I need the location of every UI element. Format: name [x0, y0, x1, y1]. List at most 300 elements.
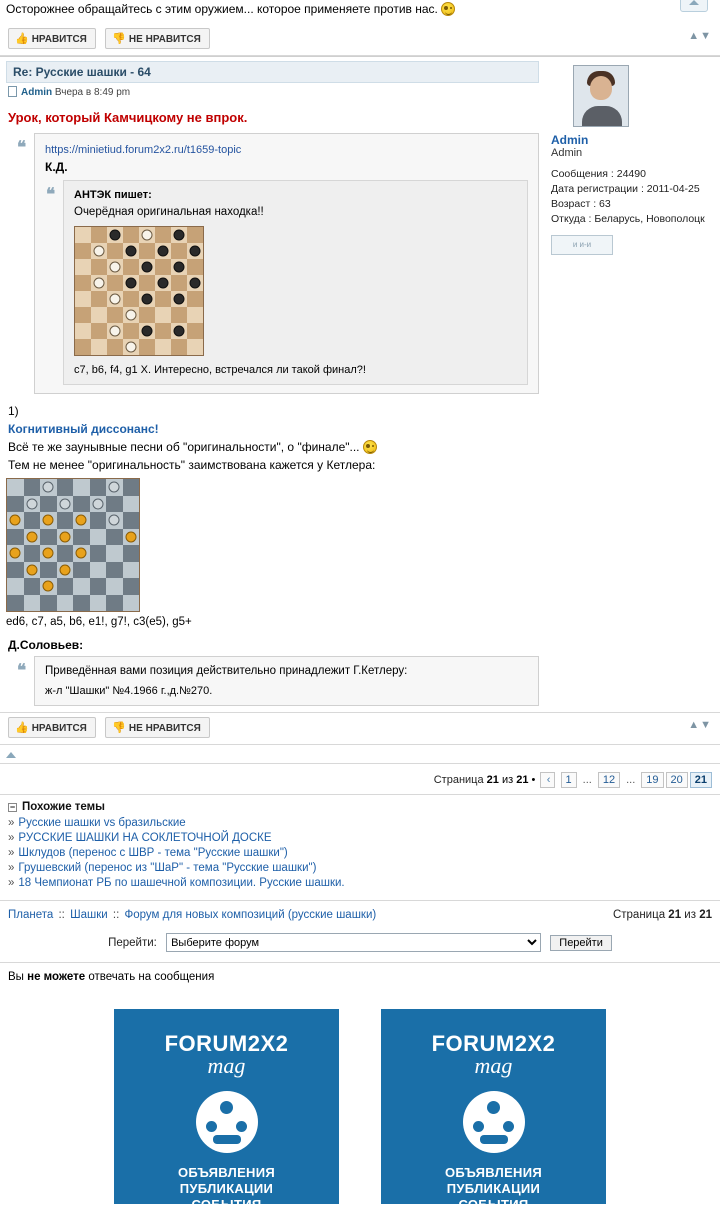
breadcrumb-page-word: Страница: [612, 909, 666, 921]
board-cell: [139, 227, 155, 243]
like-button-bottom[interactable]: [8, 717, 96, 738]
profile-registration: [551, 182, 714, 197]
thumb-up-icon: 👍: [15, 33, 29, 45]
board-cell: [24, 578, 41, 595]
board-cell: [123, 479, 140, 496]
quote-second: [17, 656, 539, 706]
post-meta: [6, 83, 539, 104]
board-cell: [171, 227, 187, 243]
board-cell: [75, 307, 91, 323]
board-cell: [90, 562, 107, 579]
checker-piece: [126, 278, 137, 289]
checker-piece: [59, 531, 70, 542]
board-cell: [73, 479, 90, 496]
avatar-body: [582, 106, 622, 126]
board-cell: [139, 307, 155, 323]
similar-topic-link-3[interactable]: Грушевский (перенос из "ШаР" - тема "Русские шашки"): [18, 862, 317, 874]
forum-jump: [0, 929, 720, 962]
board-cell: [123, 307, 139, 323]
board-cell: [123, 578, 140, 595]
board-cell: [91, 291, 107, 307]
board-cell: [40, 595, 57, 612]
board-cell: [107, 291, 123, 307]
ad-left-logo-icon: [196, 1091, 258, 1153]
checkers-diagram-2: [6, 478, 140, 612]
board-cell: [171, 339, 187, 355]
quote-inner-author: АНТЭК пишет:: [74, 189, 152, 201]
board-cell: [91, 275, 107, 291]
board-cell: [7, 595, 24, 612]
checker-piece: [174, 262, 185, 273]
board-cell: [139, 323, 155, 339]
checker-piece: [190, 278, 201, 289]
board-cell: [155, 323, 171, 339]
pagination-page-1[interactable]: 1: [561, 772, 577, 788]
board-cell: [73, 496, 90, 513]
board-cell: [90, 512, 107, 529]
dislike-label-bottom: НЕ НРАВИТСЯ: [128, 723, 201, 734]
checker-piece: [126, 342, 137, 353]
similar-topic-item: [8, 877, 712, 889]
board-cell: [24, 529, 41, 546]
breadcrumb-item-1[interactable]: Шашки: [70, 909, 108, 921]
board-cell: [139, 243, 155, 259]
board-cell: [90, 595, 107, 612]
board-cell: [24, 496, 41, 513]
checker-piece: [142, 262, 153, 273]
paragraph-2: Тем не менее "оригинальность" заимствована кажется у Кетлера:: [8, 458, 376, 472]
checker-piece: [92, 498, 103, 509]
board-cell: [57, 479, 74, 496]
pagination-bullet: •: [531, 774, 536, 786]
back-to-top[interactable]: [0, 745, 720, 763]
board-cell: [123, 259, 139, 275]
checker-piece: [125, 531, 136, 542]
dislike-label-top: НЕ НРАВИТСЯ: [128, 34, 201, 45]
board-cell: [57, 529, 74, 546]
board-cell: [107, 307, 123, 323]
ad-left-line-1: ПУБЛИКАЦИИ: [179, 1181, 274, 1196]
pagination-of-word: из: [501, 774, 514, 786]
breadcrumb-sep-1: ::: [112, 909, 120, 921]
board-cell: [106, 562, 123, 579]
board-cell: [155, 339, 171, 355]
checker-piece: [142, 294, 153, 305]
board-cell: [7, 496, 24, 513]
post-heading: Урок, который Камчицкому не впрок.: [8, 110, 248, 125]
ad-left-lines: [114, 1165, 339, 1213]
quote-author: К.Д.: [45, 160, 68, 174]
board-cell: [90, 496, 107, 513]
board-cell: [107, 339, 123, 355]
board-cell: [24, 479, 41, 496]
board-cell: [40, 512, 57, 529]
vote-bar-top: [0, 24, 720, 56]
ad-left-line-2: СОБЫТИЯ: [191, 1197, 262, 1212]
board-cell: [73, 595, 90, 612]
board-cell: [171, 307, 187, 323]
similar-topics-header[interactable]: [8, 801, 712, 813]
board-cell: [155, 259, 171, 275]
post-date: Вчера в 8:49 pm: [54, 87, 131, 98]
ad-right-lines: [381, 1165, 606, 1213]
quote-second-text: Приведённая вами позиция действительно принадлежит Г.Кетлеру:: [45, 665, 408, 677]
quote-inner-text: Очерёдная оригинальная находка!!: [74, 206, 264, 218]
ad-right-line-0: ОБЪЯВЛЕНИЯ: [444, 1165, 543, 1180]
board-cell: [107, 243, 123, 259]
board-cell: [75, 291, 91, 307]
board-cell: [107, 259, 123, 275]
board-cell: [123, 545, 140, 562]
avatar-head: [590, 76, 612, 100]
checker-piece: [110, 326, 121, 337]
checker-piece: [174, 294, 185, 305]
board-cell: [90, 545, 107, 562]
board-cell: [106, 496, 123, 513]
bullet-icon: »: [8, 832, 15, 844]
board-cell: [107, 323, 123, 339]
checker-piece: [190, 246, 201, 257]
breadcrumb: [0, 900, 720, 929]
quote-second-subtext: ж-л "Шашки" №4.1966 г.,д.№270.: [45, 685, 213, 697]
profile-age-label: Возраст :: [551, 198, 597, 210]
board-cell: [123, 529, 140, 546]
smiley-icon-2: [363, 440, 377, 454]
board-cell: [171, 259, 187, 275]
board-cell: [90, 479, 107, 496]
profile-age-value: 63: [599, 198, 611, 210]
board-cell: [75, 323, 91, 339]
pagination-page-12[interactable]: 12: [598, 772, 620, 788]
board-cell: [171, 323, 187, 339]
quote-mark-inner-icon: ❝: [46, 185, 56, 204]
board-cell: [57, 545, 74, 562]
forum-select[interactable]: [166, 933, 541, 952]
thumb-down-icon-2: 👎: [112, 722, 126, 734]
checker-piece: [110, 230, 121, 241]
board-cell: [155, 307, 171, 323]
board-cell: [171, 275, 187, 291]
like-button-top[interactable]: [8, 28, 96, 49]
board-cell: [123, 243, 139, 259]
ad-right-line-2: СОБЫТИЯ: [458, 1197, 529, 1212]
ad-right-line-1: ПУБЛИКАЦИИ: [446, 1181, 541, 1196]
permissions-prefix: Вы: [8, 971, 24, 983]
checker-piece: [76, 515, 87, 526]
similar-topic-link-0[interactable]: Русские шашки vs бразильские: [18, 817, 186, 829]
pagination-total: 21: [516, 774, 529, 786]
board-cell: [106, 529, 123, 546]
checker-piece: [43, 548, 54, 559]
ad-right-logo-icon: [463, 1091, 525, 1153]
board-cell: [73, 529, 90, 546]
bullet-icon: »: [8, 877, 15, 889]
profile-rank: Admin: [551, 147, 583, 159]
post-body: [0, 57, 545, 712]
board-cell: [91, 243, 107, 259]
board-cell: [187, 291, 203, 307]
similar-topics-list: [8, 817, 712, 889]
board-cell: [106, 578, 123, 595]
breadcrumb-page-info: [613, 909, 712, 921]
similar-topic-item: [8, 847, 712, 859]
breadcrumb-current: 21: [668, 909, 682, 921]
quote-inner: [46, 180, 528, 385]
similar-topic-item: [8, 862, 712, 874]
board-cell: [57, 496, 74, 513]
bullet-icon: »: [8, 862, 15, 874]
board-cell: [7, 529, 24, 546]
post-nav-arrows-top[interactable]: ▲▼: [688, 30, 712, 42]
jump-label: Перейти:: [108, 936, 157, 949]
quote-mark-icon: ❝: [17, 138, 27, 157]
board-cell: [106, 512, 123, 529]
board-cell: [40, 545, 57, 562]
pagination-gap: ...: [582, 774, 592, 786]
checker-piece: [76, 548, 87, 559]
board-cell: [91, 259, 107, 275]
board-cell: [187, 243, 203, 259]
board-cell: [90, 578, 107, 595]
board-cell: [75, 259, 91, 275]
pagination-current: 21: [486, 774, 499, 786]
similar-topic-item: [8, 817, 712, 829]
checker-piece: [59, 564, 70, 575]
quote-mark-icon-2: ❝: [17, 661, 27, 680]
vote-bar-bottom: [0, 712, 720, 745]
board-cell: [73, 512, 90, 529]
board-cell: [139, 339, 155, 355]
checker-piece: [43, 515, 54, 526]
checker-piece: [94, 278, 105, 289]
similar-topics-title: Похожие темы: [22, 801, 106, 813]
board-cell: [171, 243, 187, 259]
board-cell: [139, 259, 155, 275]
board-cell: [7, 479, 24, 496]
board-cell: [123, 512, 140, 529]
collapse-icon[interactable]: −: [9, 802, 16, 812]
checker-piece: [174, 326, 185, 337]
pagination-page-20[interactable]: 20: [666, 772, 688, 788]
profile-messages: [551, 167, 714, 182]
profile-location: [551, 212, 714, 227]
thumb-down-icon: 👎: [112, 33, 126, 45]
bullet-icon: »: [8, 817, 15, 829]
pagination: [0, 763, 720, 794]
scroll-to-top-button[interactable]: [680, 0, 708, 12]
checker-piece: [43, 482, 54, 493]
board-cell: [91, 323, 107, 339]
breadcrumb-of-word: из: [684, 909, 696, 921]
checker-piece: [126, 310, 137, 321]
board-cell: [57, 512, 74, 529]
board-cell: [40, 578, 57, 595]
board-cell: [187, 259, 203, 275]
list-number: 1): [8, 404, 19, 418]
pagination-page-word: Страница: [433, 774, 484, 786]
board-cell: [187, 339, 203, 355]
board-cell: [24, 562, 41, 579]
board-cell: [91, 227, 107, 243]
board-cell: [123, 227, 139, 243]
pagination-gap: ...: [626, 774, 636, 786]
board-cell: [187, 323, 203, 339]
profile-age: [551, 197, 714, 212]
board-cell: [24, 595, 41, 612]
ad-right-mag: mag: [474, 1053, 513, 1078]
breadcrumb-links: [8, 909, 376, 921]
board-cell: [187, 275, 203, 291]
wink-smiley-icon: [441, 2, 455, 16]
breadcrumb-item-2[interactable]: Форум для новых композиций (русские шашки): [124, 909, 377, 921]
pagination-items: [559, 774, 712, 786]
bullet-icon: »: [8, 847, 15, 859]
paragraph-1: [8, 440, 539, 454]
profile-location-value: Беларусь, Новополоцк: [594, 213, 705, 225]
ad-row: [0, 991, 720, 1212]
triangle-up-icon: [6, 752, 16, 758]
board-cell: [123, 339, 139, 355]
profile-name[interactable]: Admin: [551, 133, 589, 147]
paragraph-1-text: Всё те же заунывные песни об "оригинальности", о "финале"...: [8, 440, 360, 454]
pagination-page-19[interactable]: 19: [641, 772, 663, 788]
post-author-link[interactable]: Admin: [21, 87, 53, 98]
checker-piece: [158, 278, 169, 289]
chevron-up-icon: [689, 0, 699, 5]
checker-piece: [126, 246, 137, 257]
board-cell: [123, 323, 139, 339]
checker-piece: [26, 531, 37, 542]
board-cell: [7, 545, 24, 562]
board-cell: [73, 562, 90, 579]
similar-topic-item: [8, 832, 712, 844]
board-cell: [123, 595, 140, 612]
like-label-bottom: НРАВИТСЯ: [31, 723, 87, 734]
board-cell: [155, 243, 171, 259]
board-cell: [123, 291, 139, 307]
board-cell: [57, 562, 74, 579]
ad-banner-left[interactable]: [114, 1009, 339, 1212]
board-cell: [155, 291, 171, 307]
board-cell: [123, 496, 140, 513]
jump-go-button[interactable]: Перейти: [550, 935, 612, 951]
dislike-button-top[interactable]: [105, 28, 210, 49]
similar-topics: [0, 794, 720, 900]
dislike-button-bottom[interactable]: [105, 717, 210, 738]
board-cell: [75, 339, 91, 355]
ad-left-mag: mag: [207, 1053, 246, 1078]
board-cell: [139, 291, 155, 307]
permissions-suffix: отвечать на сообщения: [88, 971, 215, 983]
similar-topic-link-2[interactable]: Шклудов (перенос с ШВР - тема "Русские шашки"): [18, 847, 288, 859]
profile-messages-label: Сообщения :: [551, 168, 614, 180]
move-notation: ed6, c7, a5, b6, e1!, g7!, c3(e5), g5+: [6, 616, 192, 628]
board-cell: [75, 275, 91, 291]
ad-left-brand: FORUM2X2: [164, 1031, 289, 1056]
checker-piece: [158, 246, 169, 257]
post-icon: [8, 86, 17, 97]
board-cell: [40, 529, 57, 546]
pagination-page-21[interactable]: 21: [690, 772, 712, 788]
post-title: Re: Русские шашки - 64: [6, 61, 539, 83]
board-cell: [106, 479, 123, 496]
checker-piece: [174, 230, 185, 241]
quote-source-link[interactable]: https://minietiud.forum2x2.ru/t1659-topic: [45, 144, 242, 156]
board-cell: [7, 578, 24, 595]
pagination-prev[interactable]: ‹: [540, 772, 555, 788]
checker-piece: [26, 498, 37, 509]
board-cell: [106, 545, 123, 562]
ad-left-line-0: ОБЪЯВЛЕНИЯ: [177, 1165, 276, 1180]
profile-messages-value: 24490: [616, 168, 646, 180]
board-cell: [155, 227, 171, 243]
board-cell: [40, 479, 57, 496]
checker-piece: [10, 548, 21, 559]
board-cell: [91, 307, 107, 323]
checker-piece: [109, 482, 120, 493]
board-cell: [75, 243, 91, 259]
profile-registration-label: Дата регистрации :: [551, 183, 644, 195]
board-cell: [171, 291, 187, 307]
board-cell: [73, 545, 90, 562]
checker-piece: [59, 498, 70, 509]
previous-post-fragment: [0, 0, 720, 24]
post-nav-arrows-bottom[interactable]: ▲▼: [688, 719, 712, 731]
citation-name: Д.Соловьев:: [8, 638, 84, 652]
board-cell: [123, 275, 139, 291]
thumb-up-icon-2: 👍: [15, 722, 29, 734]
checker-piece: [43, 581, 54, 592]
board-cell: [106, 595, 123, 612]
quote-inner-caption: c7, b6, f4, g1 X. Интересно, встречался ли такой финал?!: [74, 364, 366, 376]
board-cell: [107, 227, 123, 243]
board-cell: [7, 512, 24, 529]
breadcrumb-item-0[interactable]: Планета: [8, 909, 54, 921]
board-cell: [75, 227, 91, 243]
board-cell: [123, 562, 140, 579]
checker-piece: [26, 564, 37, 575]
board-cell: [40, 496, 57, 513]
similar-topic-link-1[interactable]: РУССКИЕ ШАШКИ НА СОКЛЕТОЧНОЙ ДОСКЕ: [18, 832, 272, 844]
board-cell: [91, 339, 107, 355]
profile-location-label: Откуда :: [551, 213, 592, 225]
board-cell: [57, 578, 74, 595]
board-cell: [73, 578, 90, 595]
board-cell: [7, 562, 24, 579]
board-cell: [187, 307, 203, 323]
post-container: [0, 56, 720, 712]
board-cell: [155, 275, 171, 291]
avatar: [573, 65, 629, 127]
profile-medal-text: и и-и: [572, 240, 592, 249]
permissions-note: [0, 962, 720, 991]
breadcrumb-sep-0: ::: [58, 909, 65, 921]
checker-piece: [110, 262, 121, 273]
checker-piece: [10, 515, 21, 526]
checker-piece: [142, 230, 153, 241]
checker-piece: [109, 515, 120, 526]
like-label-top: НРАВИТСЯ: [31, 34, 87, 45]
quote-outer: [17, 133, 539, 394]
board-cell: [24, 545, 41, 562]
checker-piece: [110, 294, 121, 305]
board-cell: [57, 595, 74, 612]
ad-banner-right[interactable]: [381, 1009, 606, 1212]
board-cell: [139, 275, 155, 291]
permissions-bold: не можете: [27, 971, 86, 983]
similar-topic-link-4[interactable]: 18 Чемпионат РБ по шашечной композиции. Русские шашки.: [18, 877, 345, 889]
author-profile: [545, 57, 720, 712]
